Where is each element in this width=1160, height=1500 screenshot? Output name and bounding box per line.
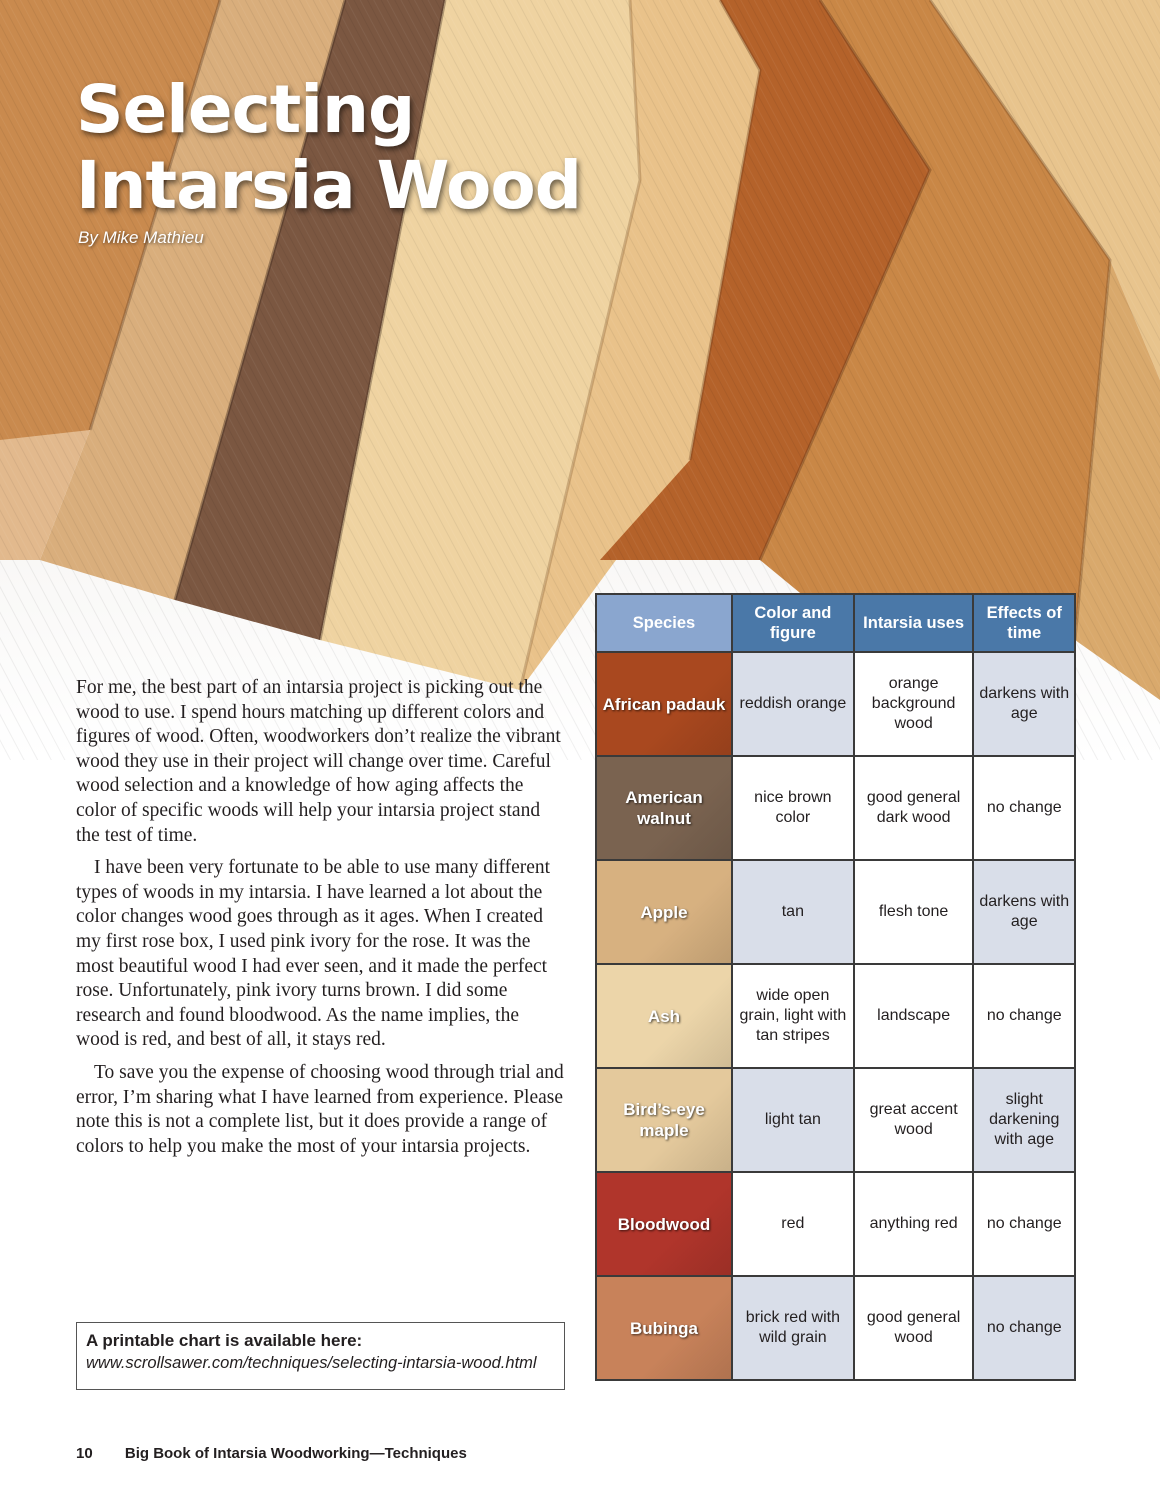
intarsia-uses-cell: good general dark wood <box>854 756 974 860</box>
page-number: 10 <box>76 1445 93 1462</box>
callout-heading: A printable chart is available here: <box>86 1331 363 1350</box>
species-cell: Bloodwood <box>596 1172 732 1276</box>
body-paragraph-1: For me, the best part of an intarsia project is picking out the wood to use. I spend hours matching up different colors and figures of wood. Often, woodworkers don’t realize the vibrant wood they use in their project will change over time. Careful wood selection and a knowledge of how aging affects the color of specific woods will help your intarsia project stand the test of time. <box>76 677 561 846</box>
color-and-figure-cell: tan <box>732 860 854 964</box>
color-and-figure-cell: light tan <box>732 1068 854 1172</box>
body-paragraph-3: To save you the expense of choosing wood through trial and error, I’m sharing what I have learned from experience. Please note this is not a complete list, but it does provide a range of colors to help you make the most of your intarsia projects. <box>76 1061 564 1157</box>
intarsia-uses-cell: flesh tone <box>854 860 974 964</box>
chart-row <box>596 860 1075 964</box>
color-and-figure-cell: nice brown color <box>732 756 854 860</box>
color-and-figure-cell: reddish orange <box>732 652 854 756</box>
chart-row <box>596 1068 1075 1172</box>
species-cell: American walnut <box>596 756 732 860</box>
species-cell: Ash <box>596 964 732 1068</box>
chart-row <box>596 652 1075 756</box>
header-intarsia-uses: Intarsia uses <box>854 594 974 652</box>
effects-of-time-cell: no change <box>973 756 1075 860</box>
intarsia-uses-cell: great accent wood <box>854 1068 974 1172</box>
chart-row <box>596 1276 1075 1380</box>
color-and-figure-cell: red <box>732 1172 854 1276</box>
wood-species-chart <box>595 593 1076 1381</box>
intarsia-uses-cell: landscape <box>854 964 974 1068</box>
chart-body <box>596 652 1075 1380</box>
article-body <box>76 676 566 1167</box>
species-cell: African padauk <box>596 652 732 756</box>
title-line-1: Selecting <box>76 71 415 148</box>
chart-header-row <box>596 594 1075 652</box>
color-and-figure-cell: wide open grain, light with tan stripes <box>732 964 854 1068</box>
header-color-and-figure: Color and figure <box>732 594 854 652</box>
chart-row <box>596 964 1075 1068</box>
body-paragraph-2: I have been very fortunate to be able to use many different types of woods in my intarsia. I have learned a lot about the color changes wood goes through as it ages. When I created my first rose box, I used pink ivory for the rose. It was the most beautiful wood I had ever seen, and it made the perfect rose. Unfortunately, pink ivory turns brown. I did some research and found bloodwood. As the name implies, the wood is red, and best of all, it stays red. <box>76 857 551 1051</box>
header-effects-of-time: Effects of time <box>973 594 1075 652</box>
effects-of-time-cell: no change <box>973 1276 1075 1380</box>
effects-of-time-cell: no change <box>973 964 1075 1068</box>
chart-row <box>596 1172 1075 1276</box>
book-title: Big Book of Intarsia Woodworking—Techniques <box>124 1445 467 1462</box>
intarsia-uses-cell: anything red <box>854 1172 974 1276</box>
effects-of-time-cell: slight darkening with age <box>973 1068 1075 1172</box>
species-cell: Apple <box>596 860 732 964</box>
chart-row <box>596 756 1075 860</box>
callout-url-link[interactable]: www.scrollsawer.com/techniques/selecting-intarsia-wood.html <box>86 1354 537 1372</box>
species-cell: Bubinga <box>596 1276 732 1380</box>
article-title <box>76 72 581 224</box>
species-cell: Bird’s-eye maple <box>596 1068 732 1172</box>
byline: By Mike Mathieu <box>78 228 204 247</box>
effects-of-time-cell: darkens with age <box>973 860 1075 964</box>
color-and-figure-cell: brick red with wild grain <box>732 1276 854 1380</box>
header-species: Species <box>596 594 732 652</box>
intarsia-uses-cell: good general wood <box>854 1276 974 1380</box>
intarsia-uses-cell: orange background wood <box>854 652 974 756</box>
effects-of-time-cell: darkens with age <box>973 652 1075 756</box>
title-line-2: Intarsia Wood <box>76 147 581 224</box>
printable-chart-callout <box>76 1322 565 1390</box>
page-footer <box>76 1445 467 1462</box>
effects-of-time-cell: no change <box>973 1172 1075 1276</box>
